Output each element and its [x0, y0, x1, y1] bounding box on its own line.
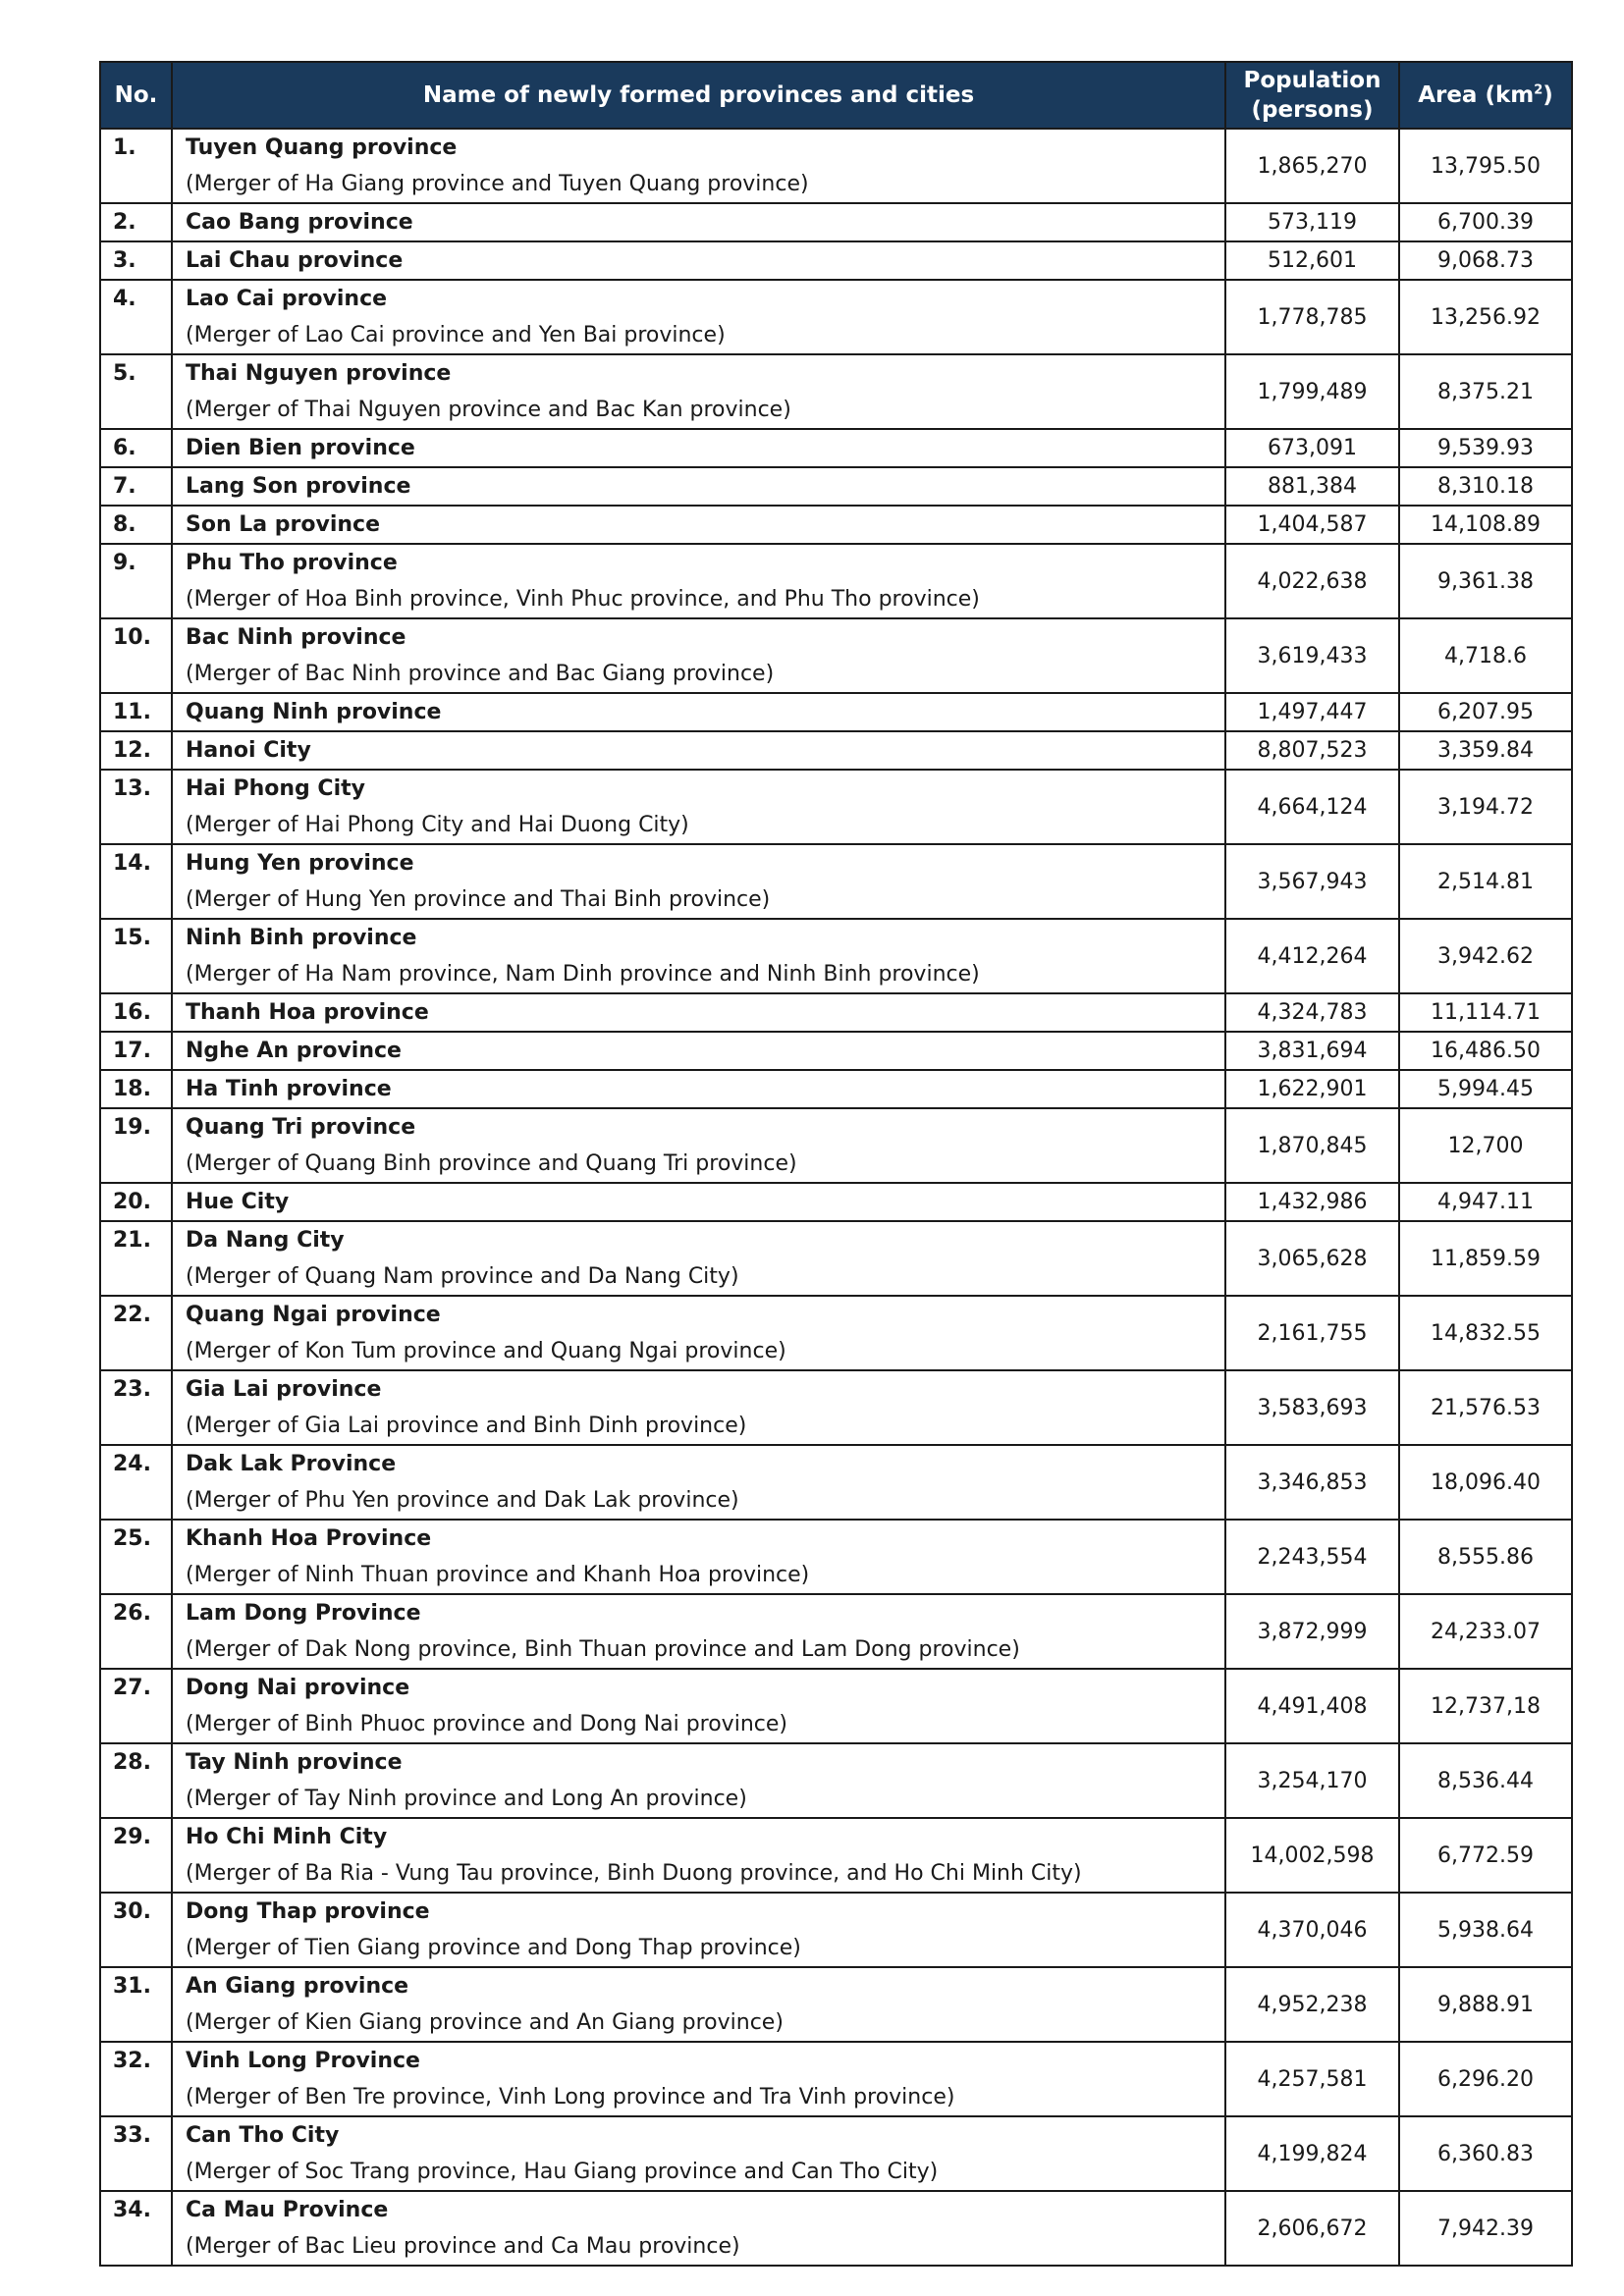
row-name-cell: [172, 844, 1225, 919]
province-name: Dong Nai province: [186, 1676, 410, 1700]
table-row: [100, 506, 1572, 544]
table-row: [100, 2042, 1572, 2116]
table-row: [100, 1108, 1572, 1183]
population-value: 1,865,270: [1225, 129, 1399, 203]
row-number: 17.: [100, 1032, 172, 1070]
row-name-cell: [172, 1520, 1225, 1594]
population-value: 4,664,124: [1225, 770, 1399, 844]
row-number: 12.: [100, 731, 172, 770]
row-number: 16.: [100, 993, 172, 1032]
area-value: 6,360.83: [1399, 2116, 1572, 2191]
province-name: Hue City: [186, 1190, 290, 1214]
merger-note: (Merger of Kien Giang province and An Giang province): [186, 2010, 784, 2035]
merger-note: (Merger of Ba Ria - Vung Tau province, Binh Duong province, and Ho Chi Minh City): [186, 1861, 1082, 1886]
area-value: 21,576.53: [1399, 1370, 1572, 1445]
row-number: 10.: [100, 618, 172, 693]
area-value: 7,942.39: [1399, 2191, 1572, 2266]
row-number: 4.: [100, 280, 172, 354]
merger-note: (Merger of Hung Yen province and Thai Binh province): [186, 887, 771, 912]
merger-note: (Merger of Ha Giang province and Tuyen Quang province): [186, 172, 809, 196]
row-number: 18.: [100, 1070, 172, 1108]
population-value: 3,831,694: [1225, 1032, 1399, 1070]
population-value: 1,432,986: [1225, 1183, 1399, 1221]
table-row: [100, 129, 1572, 203]
province-name: Tuyen Quang province: [186, 135, 458, 160]
population-value: 4,022,638: [1225, 544, 1399, 618]
row-number: 9.: [100, 544, 172, 618]
table-row: [100, 770, 1572, 844]
table-row: [100, 467, 1572, 506]
row-name-cell: [172, 1445, 1225, 1520]
table-row: [100, 693, 1572, 731]
table-row: [100, 844, 1572, 919]
merger-note: (Merger of Ha Nam province, Nam Dinh province and Ninh Binh province): [186, 962, 980, 987]
population-value: 3,346,853: [1225, 1445, 1399, 1520]
header-no: No.: [100, 62, 172, 129]
table-row: [100, 2191, 1572, 2266]
area-value: 8,375.21: [1399, 354, 1572, 429]
row-name-cell: [172, 203, 1225, 241]
row-number: 26.: [100, 1594, 172, 1669]
province-name: Hai Phong City: [186, 776, 365, 801]
table-row: [100, 1743, 1572, 1818]
area-value: 9,888.91: [1399, 1967, 1572, 2042]
row-number: 31.: [100, 1967, 172, 2042]
area-value: 6,296.20: [1399, 2042, 1572, 2116]
row-number: 21.: [100, 1221, 172, 1296]
row-number: 11.: [100, 693, 172, 731]
population-value: 2,606,672: [1225, 2191, 1399, 2266]
area-value: 3,359.84: [1399, 731, 1572, 770]
area-value: 24,233.07: [1399, 1594, 1572, 1669]
area-value: 12,737,18: [1399, 1669, 1572, 1743]
province-name: Vinh Long Province: [186, 2049, 420, 2073]
province-name: Lam Dong Province: [186, 1601, 421, 1626]
area-value: 13,256.92: [1399, 280, 1572, 354]
row-name-cell: [172, 770, 1225, 844]
row-name-cell: [172, 1370, 1225, 1445]
area-value: 3,194.72: [1399, 770, 1572, 844]
population-value: 512,601: [1225, 241, 1399, 280]
population-value: 1,622,901: [1225, 1070, 1399, 1108]
area-value: 16,486.50: [1399, 1032, 1572, 1070]
row-name-cell: [172, 1070, 1225, 1108]
province-name: Bac Ninh province: [186, 625, 406, 650]
population-value: 4,491,408: [1225, 1669, 1399, 1743]
population-value: 1,404,587: [1225, 506, 1399, 544]
population-value: 4,952,238: [1225, 1967, 1399, 2042]
row-name-cell: [172, 506, 1225, 544]
table-row: [100, 203, 1572, 241]
merger-note: (Merger of Quang Nam province and Da Nang City): [186, 1264, 739, 1289]
row-name-cell: [172, 241, 1225, 280]
row-number: 33.: [100, 2116, 172, 2191]
merger-note: (Merger of Dak Nong province, Binh Thuan province and Lam Dong province): [186, 1637, 1020, 1662]
area-value: 9,539.93: [1399, 429, 1572, 467]
area-value: 2,514.81: [1399, 844, 1572, 919]
province-name: Lao Cai province: [186, 287, 388, 311]
row-number: 32.: [100, 2042, 172, 2116]
province-name: Khanh Hoa Province: [186, 1526, 432, 1551]
row-number: 25.: [100, 1520, 172, 1594]
population-value: 1,870,845: [1225, 1108, 1399, 1183]
row-name-cell: [172, 731, 1225, 770]
area-value: 9,068.73: [1399, 241, 1572, 280]
population-value: 4,324,783: [1225, 993, 1399, 1032]
population-value: 1,778,785: [1225, 280, 1399, 354]
row-number: 6.: [100, 429, 172, 467]
province-name: Thai Nguyen province: [186, 361, 452, 386]
row-name-cell: [172, 1594, 1225, 1669]
province-name: Tay Ninh province: [186, 1750, 403, 1775]
province-name: Quang Ngai province: [186, 1303, 441, 1327]
population-value: 4,412,264: [1225, 919, 1399, 993]
area-value: 5,938.64: [1399, 1893, 1572, 1967]
population-value: 4,370,046: [1225, 1893, 1399, 1967]
table-row: [100, 1445, 1572, 1520]
row-name-cell: [172, 993, 1225, 1032]
row-name-cell: [172, 1108, 1225, 1183]
area-value: 18,096.40: [1399, 1445, 1572, 1520]
table-row: [100, 429, 1572, 467]
row-name-cell: [172, 2116, 1225, 2191]
row-number: 15.: [100, 919, 172, 993]
population-value: 8,807,523: [1225, 731, 1399, 770]
population-value: 3,583,693: [1225, 1370, 1399, 1445]
province-name: Hanoi City: [186, 738, 311, 763]
row-number: 19.: [100, 1108, 172, 1183]
merger-note: (Merger of Bac Ninh province and Bac Giang province): [186, 662, 775, 686]
area-value: 6,772.59: [1399, 1818, 1572, 1893]
province-name: Dong Thap province: [186, 1899, 430, 1924]
document-page: [99, 61, 1571, 2267]
merger-note: (Merger of Binh Phuoc province and Dong Nai province): [186, 1712, 787, 1736]
table-row: [100, 1594, 1572, 1669]
merger-note: (Merger of Tay Ninh province and Long An province): [186, 1787, 747, 1811]
row-name-cell: [172, 1967, 1225, 2042]
row-number: 13.: [100, 770, 172, 844]
header-area-suffix: ): [1543, 82, 1553, 108]
province-name: Ho Chi Minh City: [186, 1825, 388, 1849]
row-name-cell: [172, 693, 1225, 731]
population-value: 3,254,170: [1225, 1743, 1399, 1818]
row-name-cell: [172, 1296, 1225, 1370]
merger-note: (Merger of Lao Cai province and Yen Bai province): [186, 323, 726, 347]
population-value: 3,619,433: [1225, 618, 1399, 693]
table-row: [100, 731, 1572, 770]
area-value: 6,207.95: [1399, 693, 1572, 731]
population-value: 3,065,628: [1225, 1221, 1399, 1296]
province-name: Phu Tho province: [186, 551, 398, 575]
table-row: [100, 1967, 1572, 2042]
merger-note: (Merger of Tien Giang province and Dong Thap province): [186, 1936, 801, 1960]
table-row: [100, 1221, 1572, 1296]
merger-note: (Merger of Ben Tre province, Vinh Long province and Tra Vinh province): [186, 2085, 955, 2109]
header-name: Name of newly formed provinces and cities: [172, 62, 1225, 129]
table-row: [100, 1370, 1572, 1445]
table-row: [100, 1669, 1572, 1743]
row-number: 28.: [100, 1743, 172, 1818]
row-number: 29.: [100, 1818, 172, 1893]
row-name-cell: [172, 1818, 1225, 1893]
province-name: Dak Lak Province: [186, 1452, 397, 1476]
province-name: Nghe An province: [186, 1039, 402, 1063]
province-name: Thanh Hoa province: [186, 1000, 429, 1025]
area-value: 14,108.89: [1399, 506, 1572, 544]
table-row: [100, 2116, 1572, 2191]
table-row: [100, 919, 1572, 993]
area-value: 8,555.86: [1399, 1520, 1572, 1594]
merger-note: (Merger of Kon Tum province and Quang Ngai province): [186, 1339, 786, 1363]
area-value: 4,718.6: [1399, 618, 1572, 693]
table-row: [100, 1070, 1572, 1108]
row-name-cell: [172, 1032, 1225, 1070]
row-number: 5.: [100, 354, 172, 429]
merger-note: (Merger of Bac Lieu province and Ca Mau province): [186, 2234, 740, 2259]
header-area: [1399, 62, 1572, 129]
table-row: [100, 1032, 1572, 1070]
row-name-cell: [172, 1893, 1225, 1967]
header-area-prefix: Area (km: [1418, 82, 1535, 108]
population-value: 4,257,581: [1225, 2042, 1399, 2116]
merger-note: (Merger of Hai Phong City and Hai Duong City): [186, 813, 689, 837]
province-name: Ca Mau Province: [186, 2198, 389, 2222]
province-name: Can Tho City: [186, 2123, 340, 2148]
row-number: 14.: [100, 844, 172, 919]
province-name: Dien Bien province: [186, 436, 415, 460]
row-name-cell: [172, 1743, 1225, 1818]
row-name-cell: [172, 2042, 1225, 2116]
area-value: 14,832.55: [1399, 1296, 1572, 1370]
row-name-cell: [172, 1183, 1225, 1221]
row-number: 7.: [100, 467, 172, 506]
area-value: 9,361.38: [1399, 544, 1572, 618]
province-name: Son La province: [186, 512, 381, 537]
merger-note: (Merger of Hoa Binh province, Vinh Phuc province, and Phu Tho province): [186, 587, 980, 612]
row-number: 20.: [100, 1183, 172, 1221]
row-name-cell: [172, 919, 1225, 993]
table-row: [100, 354, 1572, 429]
provinces-table: [99, 61, 1573, 2267]
merger-note: (Merger of Quang Binh province and Quang Tri province): [186, 1151, 797, 1176]
merger-note: (Merger of Soc Trang province, Hau Giang province and Can Tho City): [186, 2160, 939, 2184]
area-value: 4,947.11: [1399, 1183, 1572, 1221]
table-row: [100, 1893, 1572, 1967]
merger-note: (Merger of Thai Nguyen province and Bac Kan province): [186, 398, 791, 422]
population-value: 573,119: [1225, 203, 1399, 241]
row-number: 34.: [100, 2191, 172, 2266]
table-header: [100, 62, 1572, 129]
population-value: 3,567,943: [1225, 844, 1399, 919]
area-value: 11,859.59: [1399, 1221, 1572, 1296]
row-name-cell: [172, 429, 1225, 467]
province-name: Quang Tri province: [186, 1115, 416, 1140]
population-value: 881,384: [1225, 467, 1399, 506]
table-row: [100, 1520, 1572, 1594]
table-row: [100, 993, 1572, 1032]
row-name-cell: [172, 544, 1225, 618]
population-value: 1,497,447: [1225, 693, 1399, 731]
row-name-cell: [172, 467, 1225, 506]
row-name-cell: [172, 2191, 1225, 2266]
row-name-cell: [172, 1221, 1225, 1296]
province-name: Ha Tinh province: [186, 1077, 392, 1101]
area-value: 6,700.39: [1399, 203, 1572, 241]
area-value: 11,114.71: [1399, 993, 1572, 1032]
province-name: Da Nang City: [186, 1228, 345, 1253]
row-number: 2.: [100, 203, 172, 241]
row-name-cell: [172, 280, 1225, 354]
row-name-cell: [172, 354, 1225, 429]
area-value: 8,536.44: [1399, 1743, 1572, 1818]
population-value: 4,199,824: [1225, 2116, 1399, 2191]
population-value: 14,002,598: [1225, 1818, 1399, 1893]
province-name: Quang Ninh province: [186, 700, 442, 724]
table-row: [100, 618, 1572, 693]
merger-note: (Merger of Ninh Thuan province and Khanh Hoa province): [186, 1563, 810, 1587]
table-body: [100, 129, 1572, 2266]
row-number: 23.: [100, 1370, 172, 1445]
header-population: Population (persons): [1225, 62, 1399, 129]
table-row: [100, 1183, 1572, 1221]
merger-note: (Merger of Phu Yen province and Dak Lak province): [186, 1488, 739, 1513]
table-row: [100, 241, 1572, 280]
row-number: 8.: [100, 506, 172, 544]
province-name: Hung Yen province: [186, 851, 414, 876]
area-value: 8,310.18: [1399, 467, 1572, 506]
population-value: 2,161,755: [1225, 1296, 1399, 1370]
province-name: Lang Son province: [186, 474, 411, 499]
population-value: 1,799,489: [1225, 354, 1399, 429]
row-name-cell: [172, 618, 1225, 693]
row-name-cell: [172, 129, 1225, 203]
province-name: An Giang province: [186, 1974, 409, 1999]
area-value: 13,795.50: [1399, 129, 1572, 203]
header-area-sup: 2: [1534, 82, 1543, 98]
population-value: 673,091: [1225, 429, 1399, 467]
row-number: 22.: [100, 1296, 172, 1370]
table-row: [100, 1296, 1572, 1370]
row-number: 1.: [100, 129, 172, 203]
merger-note: (Merger of Gia Lai province and Binh Dinh province): [186, 1414, 747, 1438]
table-row: [100, 544, 1572, 618]
row-number: 30.: [100, 1893, 172, 1967]
row-number: 27.: [100, 1669, 172, 1743]
row-number: 3.: [100, 241, 172, 280]
area-value: 3,942.62: [1399, 919, 1572, 993]
province-name: Ninh Binh province: [186, 926, 417, 950]
area-value: 5,994.45: [1399, 1070, 1572, 1108]
area-value: 12,700: [1399, 1108, 1572, 1183]
province-name: Cao Bang province: [186, 210, 413, 235]
row-name-cell: [172, 1669, 1225, 1743]
table-row: [100, 1818, 1572, 1893]
population-value: 3,872,999: [1225, 1594, 1399, 1669]
province-name: Gia Lai province: [186, 1377, 382, 1402]
table-row: [100, 280, 1572, 354]
row-number: 24.: [100, 1445, 172, 1520]
population-value: 2,243,554: [1225, 1520, 1399, 1594]
province-name: Lai Chau province: [186, 248, 404, 273]
